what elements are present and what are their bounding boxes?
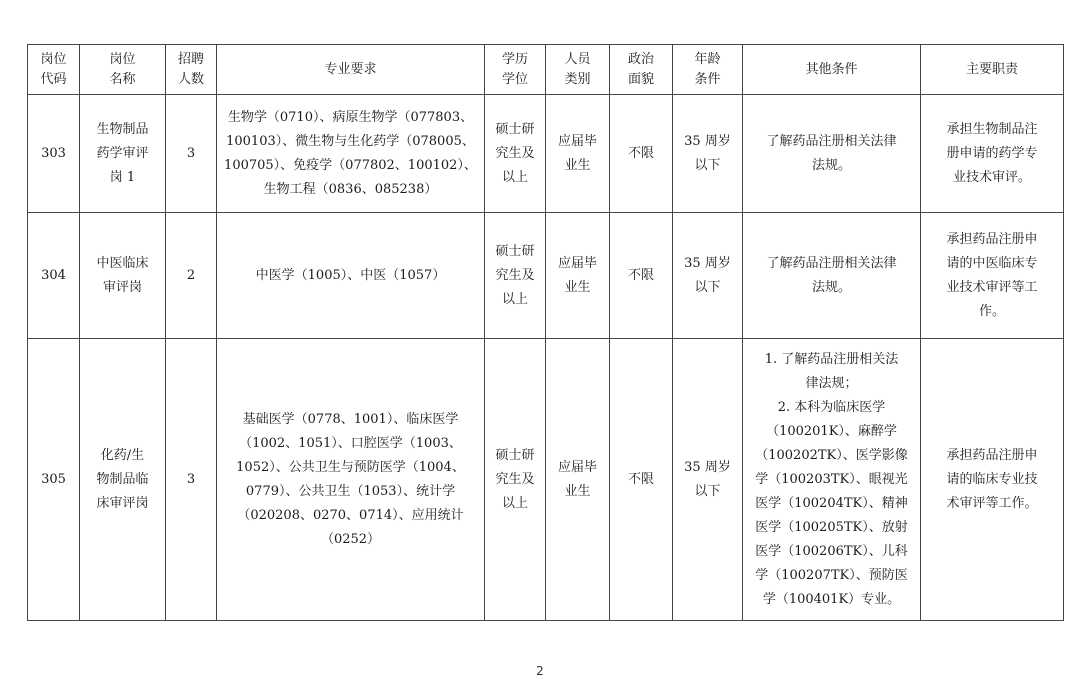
header-education: 学历 学位 — [485, 45, 546, 95]
other-conditions-cell: 了解药品注册相关法律 法规。 — [743, 95, 921, 213]
personnel-category-cell: 应届毕 业生 — [546, 95, 610, 213]
political-status-cell: 不限 — [610, 339, 673, 621]
personnel-category-cell: 应届毕 业生 — [546, 213, 610, 339]
header-age-condition: 年龄 条件 — [673, 45, 743, 95]
position-code-cell: 303 — [28, 95, 80, 213]
header-recruit-count: 招聘 人数 — [166, 45, 217, 95]
age-condition-cell: 35 周岁 以下 — [673, 213, 743, 339]
table-header-row — [28, 45, 1064, 95]
position-name-cell: 生物制品 药学审评 岗 1 — [80, 95, 166, 213]
major-requirement-cell: 生物学（0710）、病原生物学（077803、 100103）、微生物与生化药学（078005、 100705）、免疫学（077802、100102）、 生物工程（0836、085238） — [217, 95, 485, 213]
table-row — [28, 213, 1064, 339]
recruit-count-cell: 3 — [166, 339, 217, 621]
education-cell: 硕士研 究生及 以上 — [485, 339, 546, 621]
position-name-cell: 中医临床 审评岗 — [80, 213, 166, 339]
table-row — [28, 339, 1064, 621]
political-status-cell: 不限 — [610, 213, 673, 339]
position-code-cell: 304 — [28, 213, 80, 339]
recruit-count-cell: 3 — [166, 95, 217, 213]
major-requirement-cell: 基础医学（0778、1001）、临床医学 （1002、1051）、口腔医学（1003、 1052）、公共卫生与预防医学（1004、 0779）、公共卫生（1053）、统计学 （020208、0270、0714）、应用统计 （0252） — [217, 339, 485, 621]
header-personnel-category: 人员 类别 — [546, 45, 610, 95]
personnel-category-cell: 应届毕 业生 — [546, 339, 610, 621]
header-major-requirement: 专业要求 — [217, 45, 485, 95]
header-main-duties: 主要职责 — [921, 45, 1064, 95]
age-condition-cell: 35 周岁 以下 — [673, 95, 743, 213]
position-code-cell: 305 — [28, 339, 80, 621]
main-duties-cell: 承担生物制品注 册申请的药学专 业技术审评。 — [921, 95, 1064, 213]
main-duties-cell: 承担药品注册申 请的中医临床专 业技术审评等工 作。 — [921, 213, 1064, 339]
header-political-status: 政治 面貌 — [610, 45, 673, 95]
position-name-cell: 化药/生 物制品临 床审评岗 — [80, 339, 166, 621]
education-cell: 硕士研 究生及 以上 — [485, 95, 546, 213]
other-conditions-cell: 1. 了解药品注册相关法 律法规； 2. 本科为临床医学 （100201K）、麻醉学 （100202TK）、医学影像 学（100203TK）、眼视光 医学（100204TK）、精神 医学（100205TK）、放射 医学（100206TK）、儿科 学（100207TK）、预防医 学（100401K）专业。 — [743, 339, 921, 621]
header-other-conditions: 其他条件 — [743, 45, 921, 95]
recruitment-table — [27, 44, 1064, 621]
header-position-code: 岗位 代码 — [28, 45, 80, 95]
recruit-count-cell: 2 — [166, 213, 217, 339]
other-conditions-cell: 了解药品注册相关法律 法规。 — [743, 213, 921, 339]
political-status-cell: 不限 — [610, 95, 673, 213]
main-duties-cell: 承担药品注册申 请的临床专业技 术审评等工作。 — [921, 339, 1064, 621]
education-cell: 硕士研 究生及 以上 — [485, 213, 546, 339]
page-number: 2 — [536, 664, 544, 678]
major-requirement-cell: 中医学（1005）、中医（1057） — [217, 213, 485, 339]
header-position-name: 岗位 名称 — [80, 45, 166, 95]
table-row — [28, 95, 1064, 213]
age-condition-cell: 35 周岁 以下 — [673, 339, 743, 621]
